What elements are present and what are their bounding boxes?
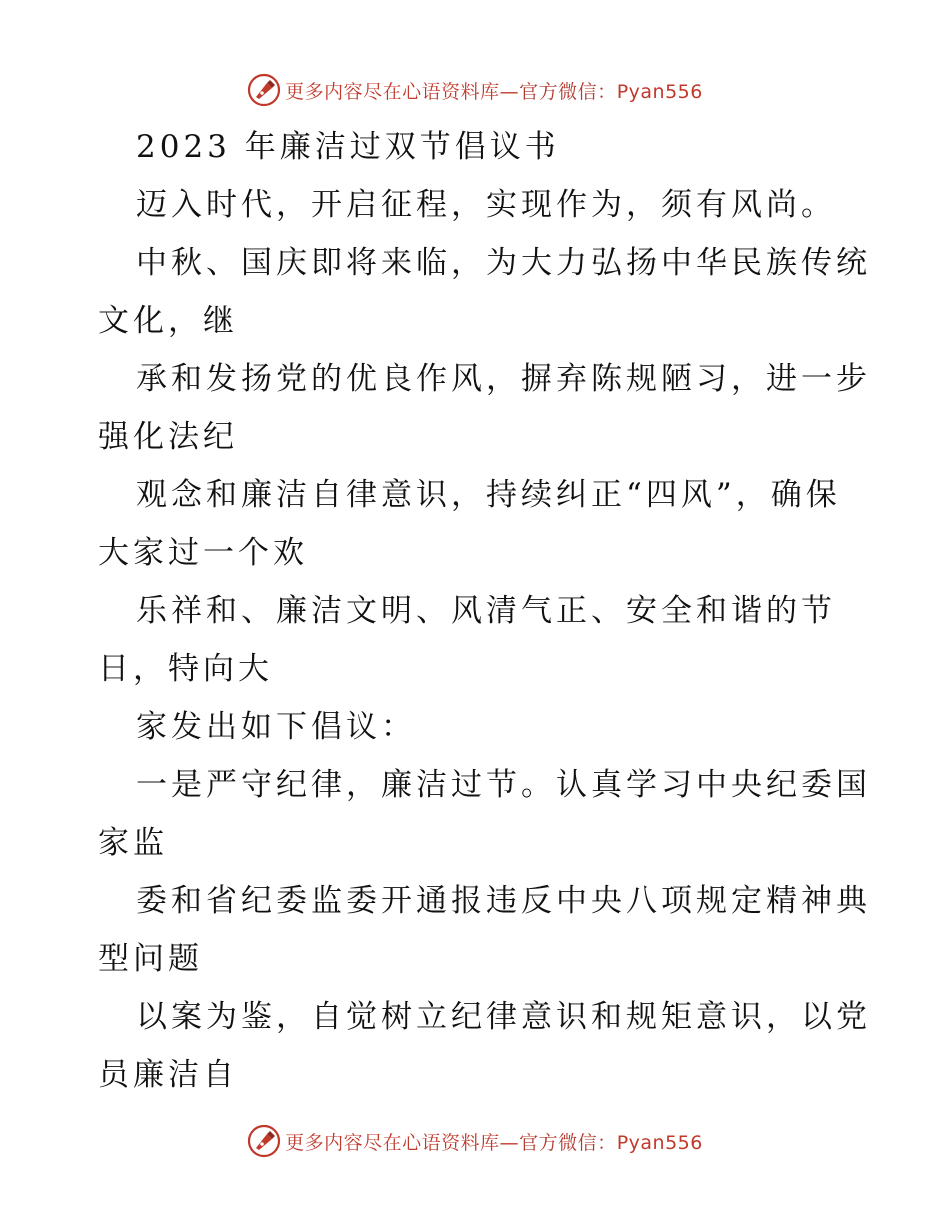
banner-text — [285, 1128, 703, 1155]
document-line: 观念和廉洁自律意识，持续纠正“四风”，确保 — [136, 477, 841, 513]
banner-wechat-label: 官方微信： — [519, 1131, 617, 1154]
banner-separator: — — [499, 1131, 520, 1154]
document-line: 委和省纪委监委开通报违反中央八项规定精神典 — [136, 883, 871, 919]
document-line: 员廉洁自 — [98, 1057, 238, 1093]
pen-nib-circle-icon — [247, 1124, 281, 1158]
footer-banner — [0, 1121, 950, 1161]
banner-slogan: 更多内容尽在心语资料库 — [285, 80, 500, 103]
document-line: 一是严守纪律，廉洁过节。认真学习中央纪委国 — [136, 767, 871, 803]
document-line: 大家过一个欢 — [98, 535, 308, 571]
document-line: 家监 — [98, 825, 168, 861]
banner-wechat-id: Pyan556 — [616, 80, 703, 103]
banner-slogan: 更多内容尽在心语资料库 — [285, 1131, 500, 1154]
document-line: 迈入时代，开启征程，实现作为，须有风尚。 — [136, 187, 836, 223]
banner-separator: — — [499, 80, 520, 103]
document-line: 强化法纪 — [98, 419, 238, 455]
document-line: 文化，继 — [98, 303, 238, 339]
banner-wechat-id: Pyan556 — [616, 1131, 703, 1154]
header-banner — [0, 70, 950, 110]
document-line: 承和发扬党的优良作风，摒弃陈规陋习，进一步 — [136, 361, 871, 397]
document-line: 家发出如下倡议： — [136, 709, 416, 745]
pen-nib-circle-icon — [247, 73, 281, 107]
banner-wechat-label: 官方微信： — [519, 80, 617, 103]
document-title: 2023 年廉洁过双节倡议书 — [136, 129, 560, 165]
document-body — [98, 118, 871, 1104]
document-line: 乐祥和、廉洁文明、风清气正、安全和谐的节 — [136, 593, 836, 629]
document-line: 日，特向大 — [98, 651, 273, 687]
document-line: 中秋、国庆即将来临，为大力弘扬中华民族传统 — [136, 245, 871, 281]
document-line: 型问题 — [98, 941, 203, 977]
document-line: 以案为鉴，自觉树立纪律意识和规矩意识，以党 — [136, 999, 871, 1035]
banner-text — [285, 77, 703, 104]
